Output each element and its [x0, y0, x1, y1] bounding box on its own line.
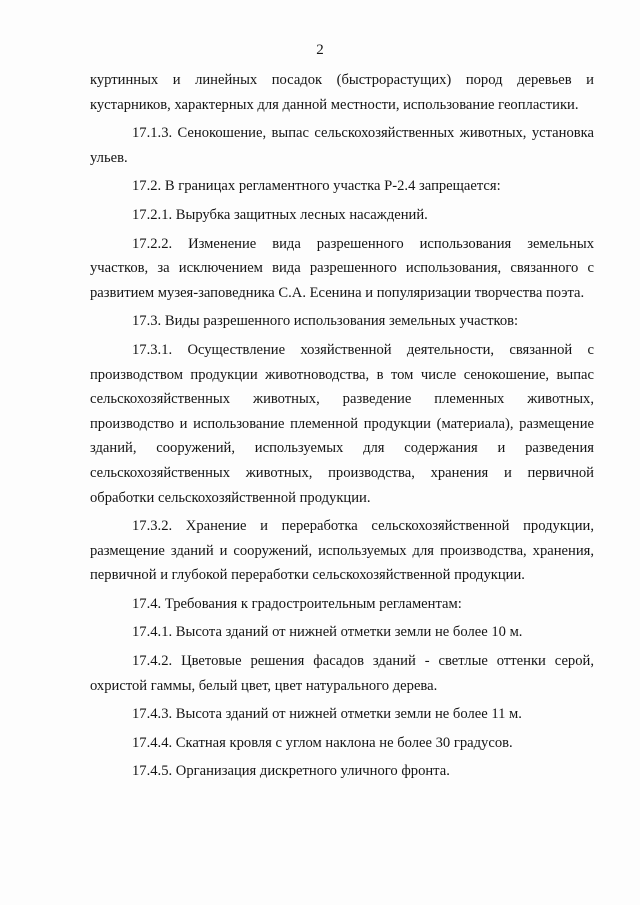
paragraph-17-3: 17.3. Виды разрешенного использования земельных участков:: [132, 313, 519, 330]
paragraph-17-4-1: 17.4.1. Высота зданий от нижней отметки земли не более 10 м.: [132, 624, 523, 641]
page-number: 2: [316, 42, 324, 58]
paragraph-17-4-2: 17.4.2. Цветовые решения фасадов зданий - светлые оттенки серой, охристой гаммы, белый цвет, цвет натурального дерева.: [90, 653, 594, 694]
document-body: [90, 68, 594, 784]
paragraph-17-4-5: 17.4.5. Организация дискретного уличного фронта.: [132, 763, 450, 780]
paragraph-17-3-2: 17.3.2. Хранение и переработка сельскохозяйственной продукции, размещение зданий и сооружений, используемых для производства, хранения, первичной и глубокой переработки сельскохозяйственной продукции.: [90, 518, 594, 584]
paragraph-17-2-2: 17.2.2. Изменение вида разрешенного использования земельных участков, за исключением вида разрешенного использования, связанного с развитием музея-заповедника С.А. Есенина и популяризации творчества поэта.: [90, 235, 594, 301]
paragraph-17-4-3: 17.4.3. Высота зданий от нижней отметки земли не более 11 м.: [132, 706, 522, 723]
paragraph-17-1-3: 17.1.3. Сенокошение, выпас сельскохозяйственных животных, установка ульев.: [90, 125, 594, 166]
paragraph-17-4-4: 17.4.4. Скатная кровля с углом наклона не более 30 градусов.: [132, 734, 513, 751]
paragraph-17-2-1: 17.2.1. Вырубка защитных лесных насаждений.: [132, 206, 428, 223]
paragraph-17-4: 17.4. Требования к градостроительным регламентам:: [132, 595, 462, 612]
paragraph-17-3-1: 17.3.1. Осуществление хозяйственной деятельности, связанной с производством продукции животноводства, в том числе сенокошение, выпас сельскохозяйственных животных, разведение племенных животных, производство и использование племенной продукции (материала), размещение зданий, сооружений, используемых для содержания и разведения сельскохозяйственных животных, производства, хранения и первичной обработки сельскохозяйственной продукции.: [90, 341, 594, 506]
paragraph-17-2: 17.2. В границах регламентного участка Р-2.4 запрещается:: [132, 178, 501, 195]
paragraph-continuation: куртинных и линейных посадок (быстрорастущих) пород деревьев и кустарников, характерных для данной местности, использование геопластики.: [90, 72, 594, 113]
